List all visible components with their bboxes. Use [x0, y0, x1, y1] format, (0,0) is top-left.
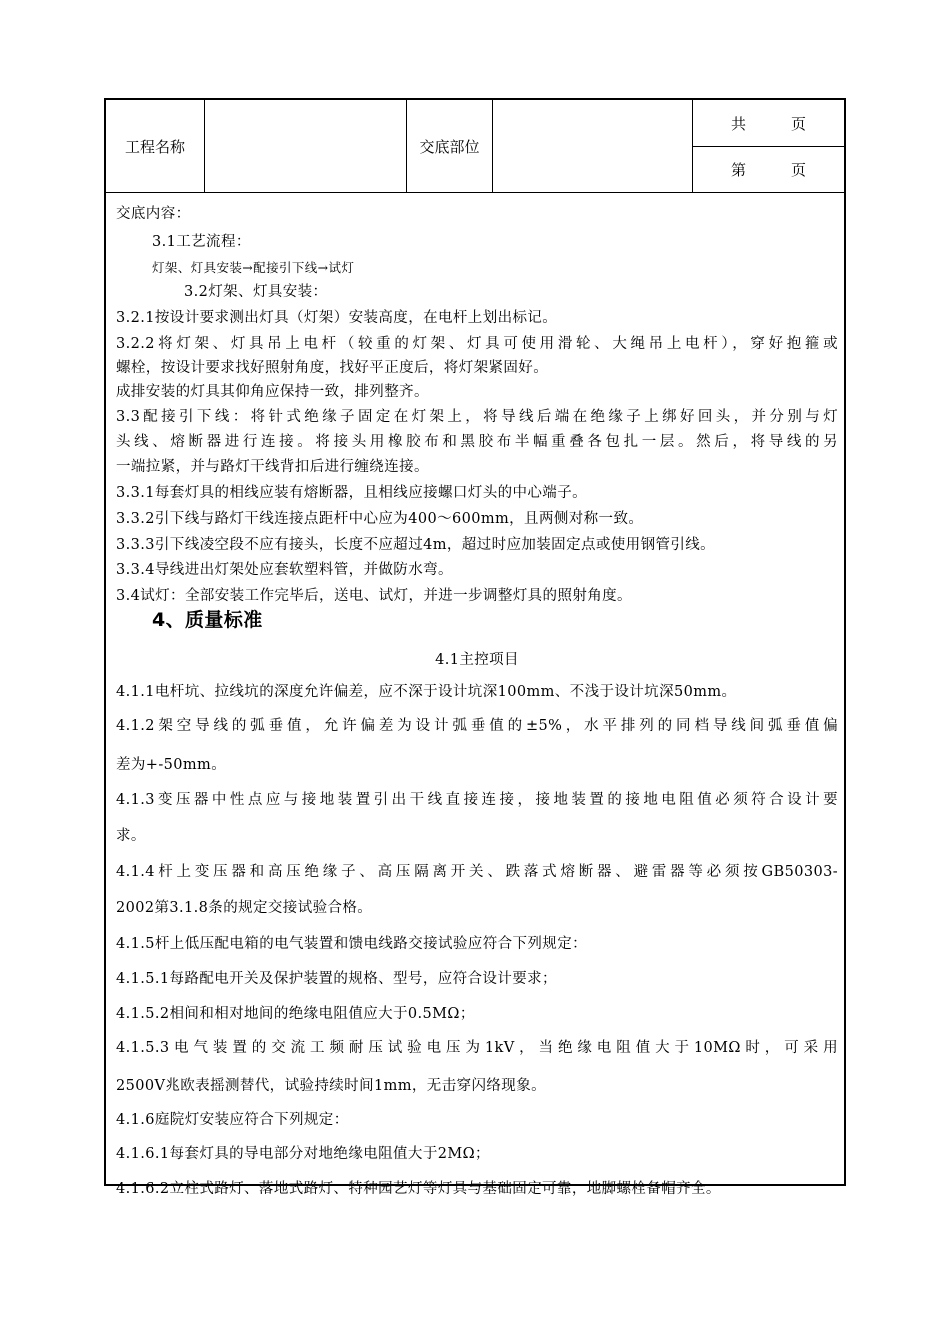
- quality-line: 求。: [116, 828, 146, 844]
- text-line: 一端拉紧，并与路灯干线背扣后进行缠绕连接。: [116, 459, 429, 475]
- section-heading: 4、质量标准: [152, 609, 263, 631]
- quality-line: 4.1.6.1每套灯具的导电部分对地绝缘电阻值大于2MΩ；: [116, 1146, 490, 1162]
- text-line: 3.3.4导线进出灯架处应套软塑料管，并做防水弯。: [116, 562, 453, 578]
- text-line: 3.2.2将灯架、灯具吊上电杆（较重的灯架、灯具可使用滑轮、大绳吊上电杆），穿好抱箍或: [116, 336, 838, 352]
- disclosure-form: [104, 98, 846, 1197]
- text-line: 螺栓，按设计要求找好照射角度，找好平正度后，将灯架紧固好。: [116, 360, 549, 376]
- text-line: 3.1工艺流程：: [152, 234, 251, 250]
- quality-line: 4.1.1电杆坑、拉线坑的深度允许偏差，应不深于设计坑深100mm、不浅于设计坑深50mm。: [116, 684, 737, 700]
- content-intro: 交底内容：: [116, 206, 191, 222]
- text-line: 头线、熔断器进行连接。将接头用橡胶布和黑胶布半幅重叠各包扎一层。然后，将导线的另: [116, 434, 838, 450]
- subheading: 4.1主控项目: [435, 652, 519, 668]
- quality-line: 4.1.6.2立柱式路灯、落地式路灯、特种园艺灯等灯具与基础固定可靠，地脚螺栓备帽齐全。: [116, 1181, 721, 1197]
- text-line: 3.3配接引下线：将针式绝缘子固定在灯架上，将导线后端在绝缘子上绑好回头，并分别与灯: [116, 409, 838, 425]
- quality-line: 4.1.4杆上变压器和高压绝缘子、高压隔离开关、跌落式熔断器、避雷器等必须按GB50303-: [116, 864, 838, 880]
- project-name-value[interactable]: [205, 100, 405, 192]
- text-line: 成排安装的灯具其仰角应保持一致，排列整齐。: [116, 384, 429, 400]
- disclosure-part-label: 交底部位: [419, 137, 480, 156]
- quality-line: 4.1.5.2相间和相对地间的绝缘电阻值应大于0.5MΩ；: [116, 1006, 475, 1022]
- quality-line: 4.1.3变压器中性点应与接地装置引出干线直接连接，接地装置的接地电阻值必须符合设计要: [116, 792, 838, 808]
- quality-line: 4.1.6庭院灯安装应符合下列规定：: [116, 1112, 349, 1128]
- quality-line: 2500V兆欧表摇测替代，试验持续时间1mm，无击穿闪络现象。: [116, 1078, 546, 1094]
- page-number-label: 第 页: [730, 161, 806, 179]
- quality-line: 2002第3.1.8条的规定交接试验合格。: [116, 900, 373, 916]
- text-line: 3.2.1按设计要求测出灯具（灯架）安装高度，在电杆上划出标记。: [116, 310, 558, 326]
- quality-line: 差为+-50mm。: [116, 757, 227, 773]
- quality-line: 4.1.5.1每路配电开关及保护装置的规格、型号，应符合设计要求；: [116, 971, 557, 987]
- total-pages-label: 共 页: [730, 114, 806, 133]
- disclosure-part-value[interactable]: [493, 100, 692, 192]
- quality-line: 4.1.2架空导线的弧垂值，允许偏差为设计弧垂值的±5%，水平排列的同档导线间弧垂值偏: [116, 718, 838, 734]
- text-line: 灯架、灯具安装→配接引下线→试灯: [152, 260, 355, 275]
- quality-line: 4.1.5杆上低压配电箱的电气装置和馈电线路交接试验应符合下列规定：: [116, 936, 587, 952]
- text-line: 3.2灯架、灯具安装：: [184, 284, 328, 300]
- text-line: 3.3.1每套灯具的相线应装有熔断器，且相线应接螺口灯头的中心端子。: [116, 485, 587, 501]
- text-line: 3.3.3引下线凌空段不应有接头，长度不应超过4m，超过时应加装固定点或使用钢管引线。: [116, 537, 716, 553]
- text-line: 3.3.2引下线与路灯干线连接点距杆中心应为400～600mm，且两侧对称一致。: [116, 511, 644, 527]
- text-line: 3.4试灯：全部安装工作完毕后，送电、试灯，并进一步调整灯具的照射角度。: [116, 588, 632, 604]
- project-name-label: 工程名称: [124, 137, 185, 156]
- form-header: [106, 100, 844, 193]
- quality-line: 4.1.5.3电气装置的交流工频耐压试验电压为1kV，当绝缘电阻值大于10MΩ时，可采用: [116, 1040, 838, 1056]
